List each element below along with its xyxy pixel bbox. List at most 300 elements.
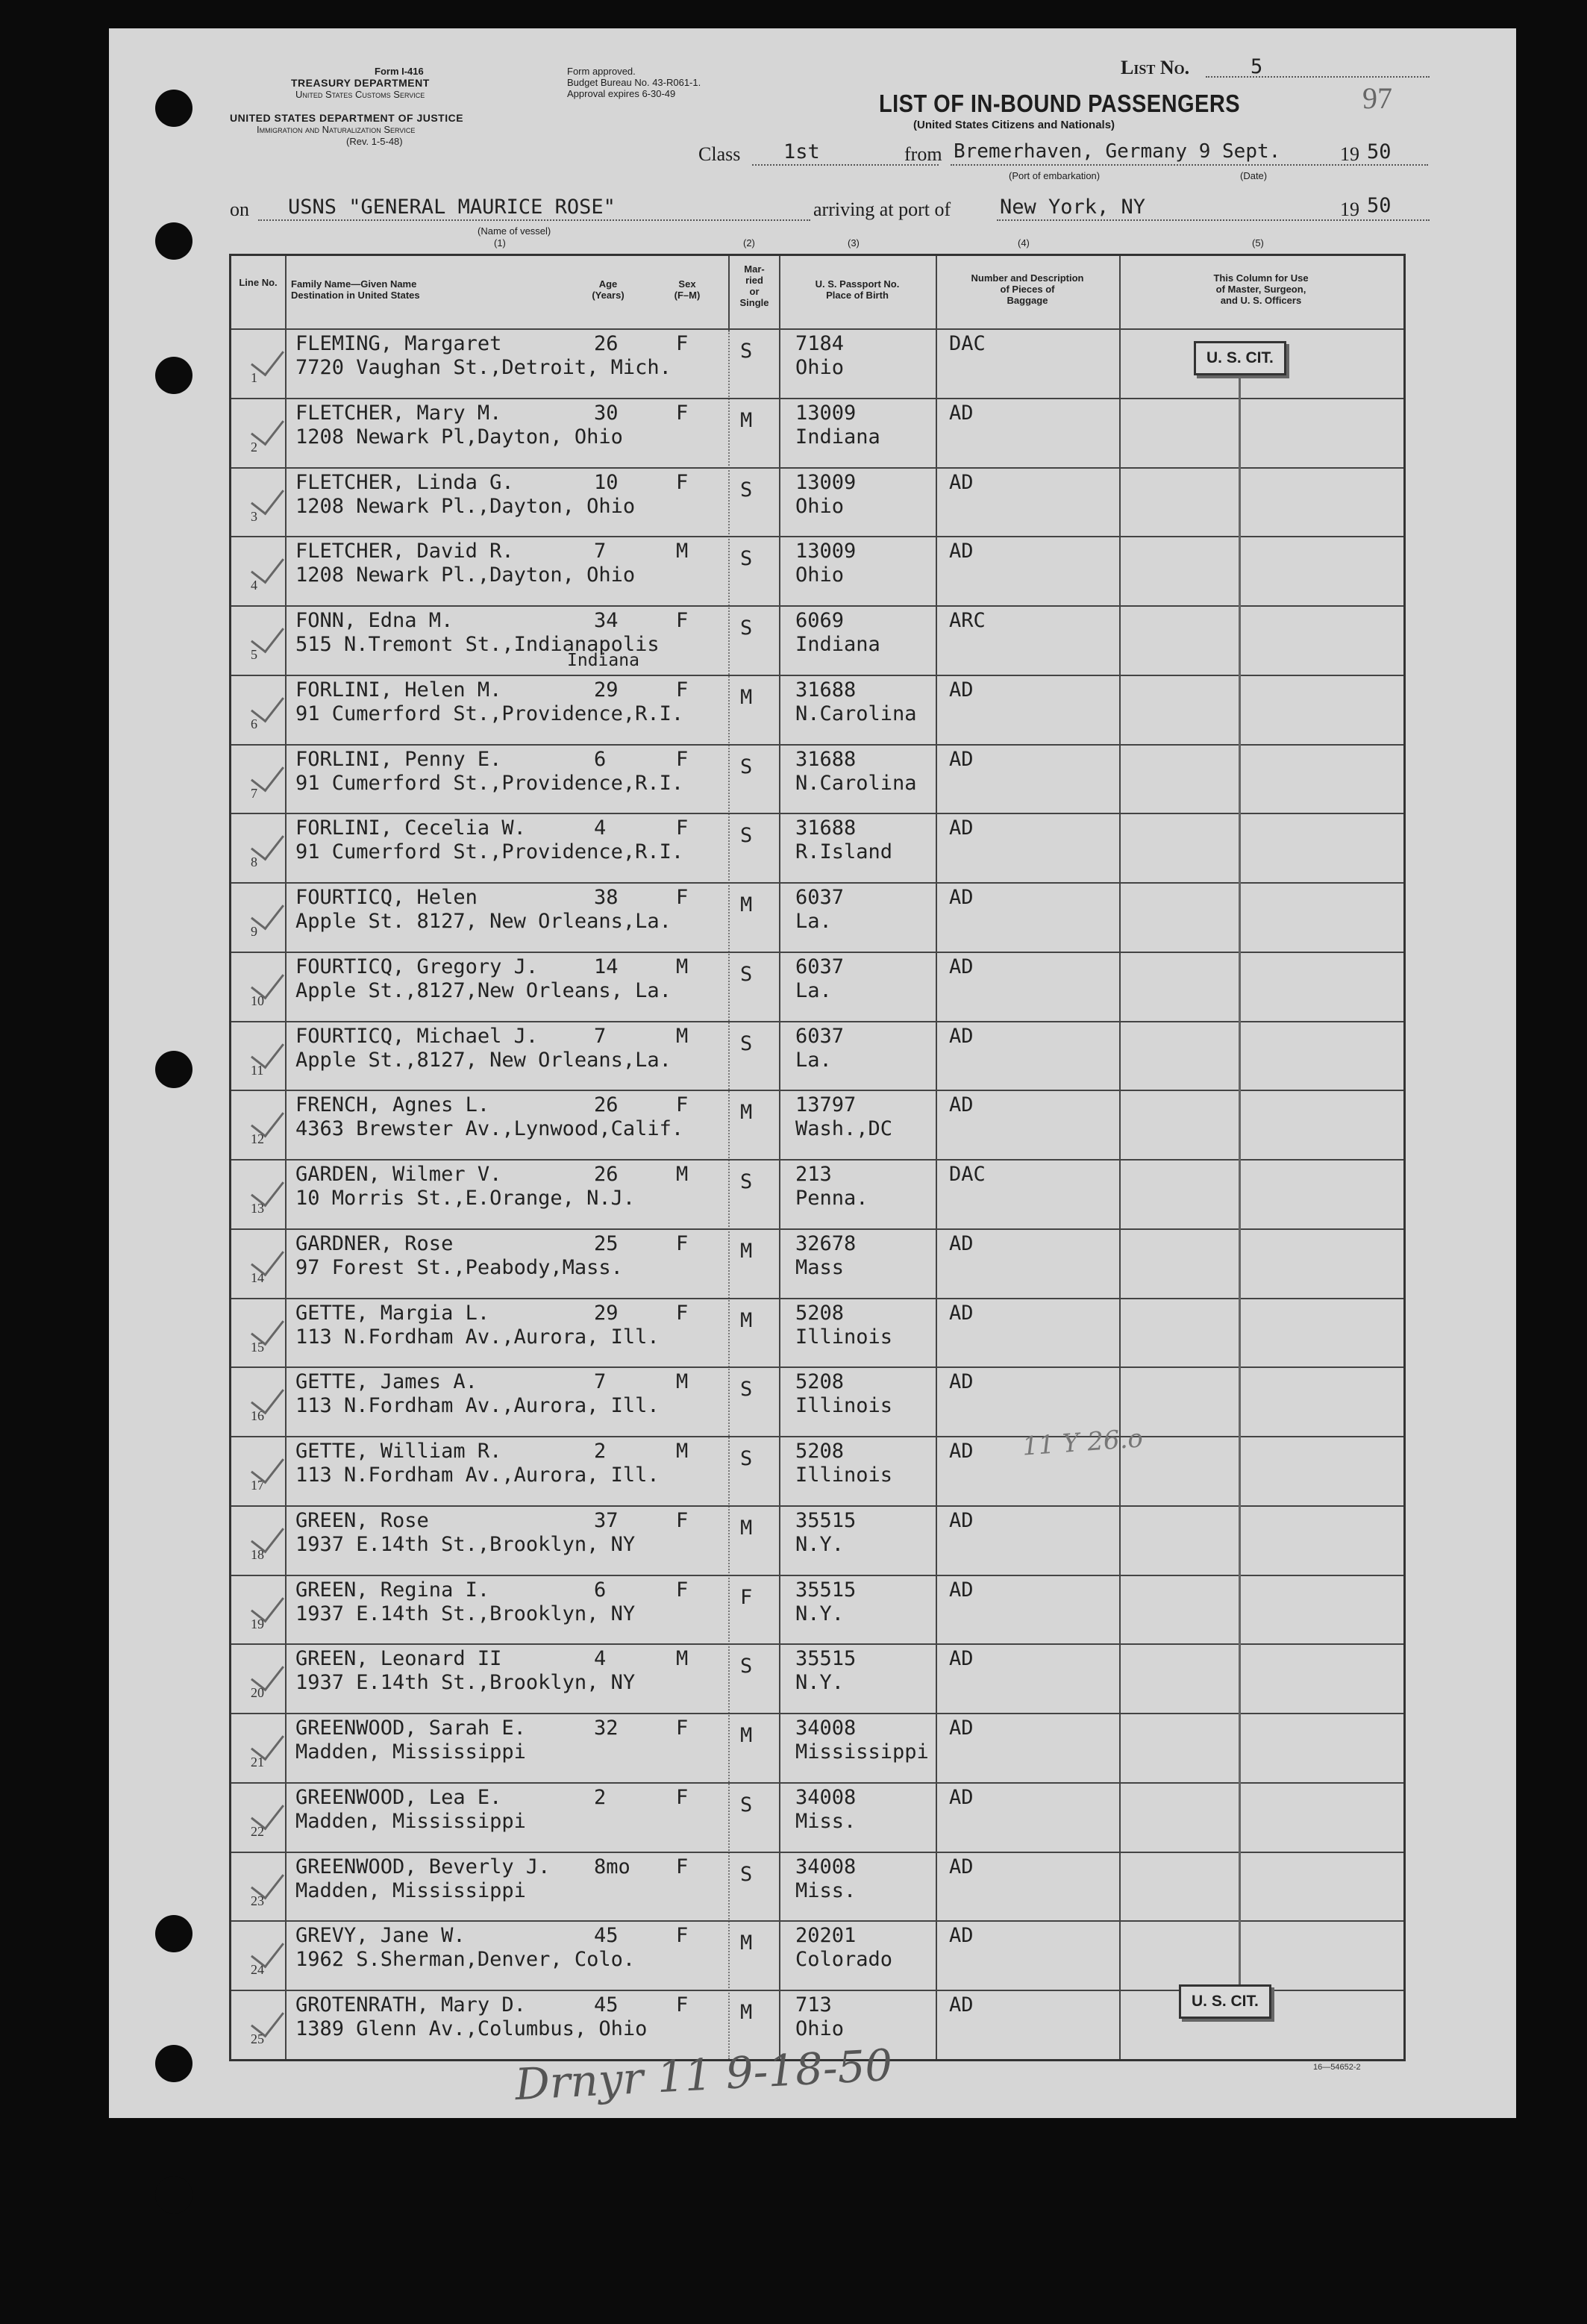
- passport-number: 32678: [795, 1231, 857, 1255]
- place-of-birth: Indiana: [795, 633, 880, 657]
- passenger-name: FLEMING, Margaret: [295, 332, 502, 355]
- marital-status: M: [740, 1101, 753, 1125]
- table-row: [231, 813, 1403, 884]
- table-row: [231, 675, 1403, 746]
- approval-line-1: Form approved.: [567, 66, 636, 77]
- line-number: 25: [251, 2031, 264, 2047]
- place-of-birth: Ohio: [795, 494, 845, 518]
- table-row: [231, 882, 1403, 953]
- destination: 1937 E.14th St.,Brooklyn, NY: [295, 1671, 636, 1695]
- baggage: AD: [949, 1024, 974, 1048]
- punch-hole: [155, 2045, 192, 2082]
- table-row: [231, 467, 1403, 538]
- place-of-birth: La.: [795, 910, 832, 934]
- vessel-name: USNS "GENERAL MAURICE ROSE": [288, 196, 616, 219]
- sex: F: [676, 401, 689, 425]
- passport-number: 5208: [795, 1440, 845, 1464]
- passport-number: 34008: [795, 1855, 857, 1878]
- age: 4: [594, 1647, 607, 1671]
- destination: Apple St.,8127,New Orleans, La.: [295, 978, 672, 1002]
- table-row: [231, 744, 1403, 815]
- table-row: [231, 1505, 1403, 1576]
- baggage: AD: [949, 470, 974, 494]
- age: 26: [594, 332, 619, 355]
- marital-status: M: [740, 408, 753, 432]
- passenger-name: FORLINI, Helen M.: [295, 678, 502, 702]
- line-number: 9: [251, 924, 257, 940]
- place-of-birth: Mississippi: [795, 1740, 929, 1764]
- sex: M: [676, 955, 689, 978]
- punch-hole: [155, 90, 192, 127]
- marital-status: S: [740, 547, 753, 571]
- col-header-passport: U. S. Passport No. Place of Birth: [815, 278, 900, 301]
- footer-code: 16—54652-2: [1313, 2063, 1361, 2072]
- passenger-name: GREEN, Rose: [295, 1508, 429, 1532]
- place-of-birth: N.Carolina: [795, 771, 917, 795]
- age: 25: [594, 1231, 619, 1255]
- age: 45: [594, 1924, 619, 1948]
- table-row: [231, 1713, 1403, 1784]
- sex: M: [676, 1370, 689, 1394]
- passenger-name: GROTENRATH, Mary D.: [295, 1993, 526, 2017]
- passenger-name: FORLINI, Cecelia W.: [295, 816, 526, 840]
- destination: 1208 Newark Pl.,Dayton, Ohio: [295, 494, 636, 518]
- place-of-birth: Ohio: [795, 563, 845, 587]
- place-of-birth: N.Carolina: [795, 702, 917, 725]
- passport-number: 20201: [795, 1924, 857, 1948]
- baggage: AD: [949, 1855, 974, 1878]
- line-number: 24: [251, 1962, 264, 1978]
- destination: 1208 Newark Pl.,Dayton, Ohio: [295, 563, 636, 587]
- table-row: [231, 1782, 1403, 1853]
- col-header-sex: Sex (F–M): [674, 278, 701, 301]
- destination: 1962 S.Sherman,Denver, Colo.: [295, 1948, 636, 1972]
- passenger-name: GREEN, Leonard II: [295, 1647, 502, 1671]
- line-number: 16: [251, 1408, 264, 1424]
- sex: F: [676, 609, 689, 633]
- baggage: AD: [949, 1993, 974, 2017]
- line-number: 12: [251, 1131, 264, 1147]
- age: 10: [594, 470, 619, 494]
- sex: F: [676, 1301, 689, 1325]
- line-number: 20: [251, 1685, 264, 1701]
- line-number: 23: [251, 1893, 264, 1908]
- marital-status: S: [740, 478, 753, 502]
- age: 7: [594, 540, 607, 563]
- baggage: ARC: [949, 609, 986, 633]
- col-number-1: (1): [494, 237, 506, 249]
- passport-number: 213: [795, 1163, 832, 1187]
- handwritten-annotation: Drnyr 11 9-18-50: [513, 2039, 894, 2111]
- place-of-birth: Illinois: [795, 1464, 893, 1487]
- line-number: 15: [251, 1339, 264, 1355]
- passport-number: 34008: [795, 1717, 857, 1740]
- passport-number: 34008: [795, 1785, 857, 1809]
- line-number: 13: [251, 1201, 264, 1216]
- col-number-5: (5): [1252, 237, 1264, 249]
- line-number: 5: [251, 647, 257, 663]
- age: 14: [594, 955, 619, 978]
- sex: F: [676, 1855, 689, 1878]
- age: 29: [594, 1301, 619, 1325]
- baggage: AD: [949, 1717, 974, 1740]
- page-subtitle: (United States Citizens and Nationals): [913, 119, 1115, 131]
- age: 45: [594, 1993, 619, 2017]
- destination: 97 Forest St.,Peabody,Mass.: [295, 1255, 623, 1279]
- destination: 1937 E.14th St.,Brooklyn, NY: [295, 1602, 636, 1625]
- passenger-name: FOURTICQ, Gregory J.: [295, 955, 539, 978]
- place-of-birth: Wash.,DC: [795, 1117, 893, 1141]
- passenger-name: FRENCH, Agnes L.: [295, 1093, 490, 1117]
- place-of-birth: Ohio: [795, 2017, 845, 2041]
- place-of-birth: N.Y.: [795, 1602, 845, 1625]
- line-number: 2: [251, 439, 257, 455]
- passenger-name: GREEN, Regina I.: [295, 1578, 490, 1602]
- line-number: 6: [251, 716, 257, 731]
- age: 38: [594, 886, 619, 910]
- destination: 10 Morris St.,E.Orange, N.J.: [295, 1187, 636, 1211]
- officer-check-line: [1239, 375, 1241, 2010]
- age: 6: [594, 1578, 607, 1602]
- age: 26: [594, 1163, 619, 1187]
- age: 32: [594, 1717, 619, 1740]
- destination: Madden, Mississippi: [295, 1740, 526, 1764]
- sex: M: [676, 1024, 689, 1048]
- passport-number: 7184: [795, 332, 845, 355]
- passport-number: 713: [795, 1993, 832, 2017]
- col-number-3: (3): [848, 237, 860, 249]
- revision: (Rev. 1-5-48): [346, 136, 403, 147]
- arriving-year-prefix: 19: [1340, 199, 1359, 220]
- age: 7: [594, 1024, 607, 1048]
- punch-hole: [155, 222, 192, 260]
- place-of-birth: R.Island: [795, 840, 893, 864]
- marital-status: S: [740, 1170, 753, 1194]
- passenger-name: GREVY, Jane W.: [295, 1924, 466, 1948]
- table-row: [231, 1298, 1403, 1369]
- sex: F: [676, 1924, 689, 1948]
- sex: M: [676, 540, 689, 563]
- line-number: 18: [251, 1546, 264, 1562]
- table-row: [231, 1159, 1403, 1230]
- col-header-married: Mar- ried or Single: [739, 263, 769, 308]
- age: 30: [594, 401, 619, 425]
- sex: F: [676, 816, 689, 840]
- passport-number: 6037: [795, 886, 845, 910]
- ins-service: Immigration and Naturalization Service: [257, 124, 416, 135]
- age: 8mo: [594, 1855, 630, 1878]
- marital-status: S: [740, 1862, 753, 1886]
- marital-status: M: [740, 2001, 753, 2025]
- line-number: 19: [251, 1616, 264, 1631]
- col-header-name: [291, 278, 507, 301]
- col-header-line: Line No.: [239, 277, 278, 288]
- age: 34: [594, 609, 619, 633]
- destination: Madden, Mississippi: [295, 1809, 526, 1833]
- passport-number: 5208: [795, 1301, 845, 1325]
- baggage: AD: [949, 401, 974, 425]
- place-of-birth: Indiana: [795, 425, 880, 449]
- marital-status: M: [740, 1308, 753, 1332]
- place-of-birth: N.Y.: [795, 1532, 845, 1556]
- col-number-2: (2): [743, 237, 755, 249]
- passport-number: 6069: [795, 609, 845, 633]
- marital-status: M: [740, 1239, 753, 1263]
- baggage: AD: [949, 955, 974, 978]
- class-value: 1st: [783, 140, 820, 163]
- line-number: 22: [251, 1823, 264, 1839]
- age: 37: [594, 1508, 619, 1532]
- table-row: [231, 952, 1403, 1022]
- baggage: AD: [949, 1578, 974, 1602]
- age: 4: [594, 816, 607, 840]
- marital-status: M: [740, 685, 753, 709]
- customs-service: United States Customs Service: [295, 89, 425, 100]
- list-no-label: List No.: [1121, 57, 1190, 78]
- passenger-table: [229, 254, 1406, 2061]
- table-row: [231, 1021, 1403, 1092]
- baggage: AD: [949, 747, 974, 771]
- arriving-label: arriving at port of: [813, 199, 951, 220]
- place-of-birth: Penna.: [795, 1187, 868, 1211]
- passenger-name: FLETCHER, Linda G.: [295, 470, 514, 494]
- destination: 113 N.Fordham Av.,Aurora, Ill.: [295, 1394, 660, 1418]
- baggage: AD: [949, 816, 974, 840]
- marital-status: F: [740, 1585, 753, 1609]
- destination: 1208 Newark Pl,Dayton, Ohio: [295, 425, 623, 449]
- place-of-birth: Colorado: [795, 1948, 893, 1972]
- line-number: 17: [251, 1478, 264, 1493]
- sex: F: [676, 1717, 689, 1740]
- passport-number: 13009: [795, 470, 857, 494]
- place-of-birth: La.: [795, 978, 832, 1002]
- col-header-baggage: Number and Description of Pieces of Baggage: [971, 272, 1084, 306]
- passport-number: 13009: [795, 540, 857, 563]
- marital-status: S: [740, 1447, 753, 1471]
- marital-status: M: [740, 893, 753, 917]
- sex: F: [676, 1578, 689, 1602]
- marital-status: M: [740, 1724, 753, 1748]
- baggage: AD: [949, 1370, 974, 1394]
- sex: M: [676, 1163, 689, 1187]
- place-of-birth: La.: [795, 1048, 832, 1072]
- destination: Apple St. 8127, New Orleans,La.: [295, 910, 672, 934]
- place-of-birth: Illinois: [795, 1394, 893, 1418]
- sex: F: [676, 1993, 689, 2017]
- form-number: Form I-416: [375, 66, 424, 77]
- age: 29: [594, 678, 619, 702]
- passenger-name: GREENWOOD, Lea E.: [295, 1785, 502, 1809]
- baggage: AD: [949, 1647, 974, 1671]
- baggage: AD: [949, 1093, 974, 1117]
- passport-number: 6037: [795, 955, 845, 978]
- passport-number: 35515: [795, 1647, 857, 1671]
- us-citizen-stamp-top: U. S. CIT.: [1194, 341, 1286, 375]
- table-row: [231, 1643, 1403, 1714]
- place-of-birth: Miss.: [795, 1809, 857, 1833]
- marital-status: S: [740, 1031, 753, 1055]
- list-no-underline: [1206, 76, 1430, 78]
- vessel-underline: [258, 219, 810, 221]
- age: 7: [594, 1370, 607, 1394]
- on-label: on: [230, 199, 249, 220]
- place-of-birth: Ohio: [795, 356, 845, 379]
- col-number-4: (4): [1018, 237, 1030, 249]
- table-row: [231, 536, 1403, 607]
- passport-number: 31688: [795, 678, 857, 702]
- approval-line-3: Approval expires 6-30-49: [567, 88, 676, 99]
- passenger-name: FLETCHER, David R.: [295, 540, 514, 563]
- sex: F: [676, 1093, 689, 1117]
- marital-status: S: [740, 755, 753, 778]
- passenger-name: FORLINI, Penny E.: [295, 747, 502, 771]
- destination: 113 N.Fordham Av.,Aurora, Ill.: [295, 1325, 660, 1349]
- passenger-name: GETTE, Margia L.: [295, 1301, 490, 1325]
- destination: 91 Cumerford St.,Providence,R.I.: [295, 702, 684, 725]
- table-row: [231, 1575, 1403, 1646]
- destination: 515 N.Tremont St.,Indianapolis: [295, 633, 660, 657]
- table-row: [231, 605, 1403, 676]
- handwritten-note: 11 Y 26.o: [1021, 1423, 1145, 1462]
- age: 2: [594, 1440, 607, 1464]
- arriving-underline: [997, 219, 1430, 221]
- table-row: [231, 1436, 1403, 1507]
- col-header-name-text: Family Name—Given Name Destination in United States: [291, 278, 420, 301]
- punch-hole: [155, 1915, 192, 1952]
- baggage: AD: [949, 1508, 974, 1532]
- marital-status: M: [740, 1516, 753, 1540]
- destination: 91 Cumerford St.,Providence,R.I.: [295, 840, 684, 864]
- passport-number: 6037: [795, 1024, 845, 1048]
- sex: F: [676, 470, 689, 494]
- destination: 1389 Glenn Av.,Columbus, Ohio: [295, 2017, 648, 2041]
- sex: F: [676, 886, 689, 910]
- passport-number: 13797: [795, 1093, 857, 1117]
- baggage: AD: [949, 886, 974, 910]
- passport-number: 31688: [795, 816, 857, 840]
- line-number: 1: [251, 370, 257, 385]
- passport-number: 31688: [795, 747, 857, 771]
- table-row: [231, 1366, 1403, 1437]
- punch-hole: [155, 357, 192, 394]
- sex: F: [676, 1508, 689, 1532]
- passenger-name: GARDEN, Wilmer V.: [295, 1163, 502, 1187]
- punch-hole: [155, 1051, 192, 1088]
- page-title: LIST OF IN-BOUND PASSENGERS: [879, 90, 1241, 117]
- baggage: AD: [949, 678, 974, 702]
- marital-status: S: [740, 1655, 753, 1678]
- destination-line-2: Indiana: [567, 651, 639, 671]
- treasury-dept: TREASURY DEPARTMENT: [291, 77, 430, 89]
- destination: Madden, Mississippi: [295, 1878, 526, 1902]
- marital-status: S: [740, 1378, 753, 1402]
- sex: F: [676, 678, 689, 702]
- passenger-name: GETTE, James A.: [295, 1370, 478, 1394]
- port-caption: (Port of embarkation): [1009, 170, 1101, 181]
- baggage: AD: [949, 1440, 974, 1464]
- list-no-value: 5: [1250, 55, 1263, 78]
- line-number: 8: [251, 855, 257, 870]
- sex: F: [676, 747, 689, 771]
- arriving-port: New York, NY: [1000, 196, 1146, 219]
- baggage: DAC: [949, 1163, 986, 1187]
- passenger-name: FOURTICQ, Michael J.: [295, 1024, 539, 1048]
- age: 26: [594, 1093, 619, 1117]
- age: 6: [594, 747, 607, 771]
- approval-line-2: Budget Bureau No. 43-R061-1.: [567, 77, 701, 88]
- marital-status: S: [740, 824, 753, 848]
- passenger-name: GARDNER, Rose: [295, 1231, 454, 1255]
- baggage: AD: [949, 540, 974, 563]
- date-caption: (Date): [1240, 170, 1268, 181]
- sex: F: [676, 332, 689, 355]
- year-prefix: 19: [1340, 143, 1359, 165]
- line-number: 10: [251, 993, 264, 1008]
- line-number: 3: [251, 508, 257, 524]
- baggage: AD: [949, 1924, 974, 1948]
- destination: 4363 Brewster Av.,Lynwood,Calif.: [295, 1117, 684, 1141]
- destination: 1937 E.14th St.,Brooklyn, NY: [295, 1532, 636, 1556]
- table-row: [231, 1920, 1403, 1991]
- baggage: DAC: [949, 332, 986, 355]
- col-header-officers: This Column for Use of Master, Surgeon, and U. S. Officers: [1213, 272, 1309, 306]
- place-of-birth: Illinois: [795, 1325, 893, 1349]
- sex: F: [676, 1785, 689, 1809]
- passenger-name: FOURTICQ, Helen: [295, 886, 478, 910]
- baggage: AD: [949, 1785, 974, 1809]
- passenger-name: GREENWOOD, Beverly J.: [295, 1855, 551, 1878]
- passport-number: 5208: [795, 1370, 845, 1394]
- marital-status: S: [740, 962, 753, 986]
- col-header-age: Age (Years): [592, 278, 625, 301]
- destination: 7720 Vaughan St.,Detroit, Mich.: [295, 356, 672, 379]
- from-value: Bremerhaven, Germany 9 Sept.: [954, 140, 1281, 163]
- age: 2: [594, 1785, 607, 1809]
- passenger-name: FONN, Edna M.: [295, 609, 454, 633]
- sex: M: [676, 1440, 689, 1464]
- vessel-caption: (Name of vessel): [478, 225, 551, 237]
- baggage: AD: [949, 1231, 974, 1255]
- line-number: 11: [251, 1062, 264, 1078]
- table-row: [231, 1228, 1403, 1299]
- passport-number: 13009: [795, 401, 857, 425]
- line-number: 21: [251, 1755, 264, 1770]
- passenger-name: FLETCHER, Mary M.: [295, 401, 502, 425]
- destination: 113 N.Fordham Av.,Aurora, Ill.: [295, 1464, 660, 1487]
- marital-status: M: [740, 1931, 753, 1955]
- punch-hole: [155, 2176, 192, 2214]
- destination: Apple St.,8127, New Orleans,La.: [295, 1048, 672, 1072]
- place-of-birth: Miss.: [795, 1878, 857, 1902]
- page-number: 97: [1362, 81, 1392, 115]
- passenger-name: GREENWOOD, Sarah E.: [295, 1717, 526, 1740]
- line-number: 4: [251, 578, 257, 593]
- year-value: 50: [1367, 140, 1392, 163]
- justice-dept: UNITED STATES DEPARTMENT OF JUSTICE: [230, 112, 464, 124]
- place-of-birth: Mass: [795, 1255, 845, 1279]
- destination: 91 Cumerford St.,Providence,R.I.: [295, 771, 684, 795]
- line-number: 14: [251, 1269, 264, 1285]
- from-label: from: [904, 143, 942, 165]
- passport-number: 35515: [795, 1508, 857, 1532]
- sex: F: [676, 1231, 689, 1255]
- marital-status: S: [740, 1793, 753, 1817]
- passenger-name: GETTE, William R.: [295, 1440, 502, 1464]
- place-of-birth: N.Y.: [795, 1671, 845, 1695]
- table-row: [231, 1090, 1403, 1161]
- marital-status: S: [740, 340, 753, 363]
- class-label: Class: [698, 143, 741, 165]
